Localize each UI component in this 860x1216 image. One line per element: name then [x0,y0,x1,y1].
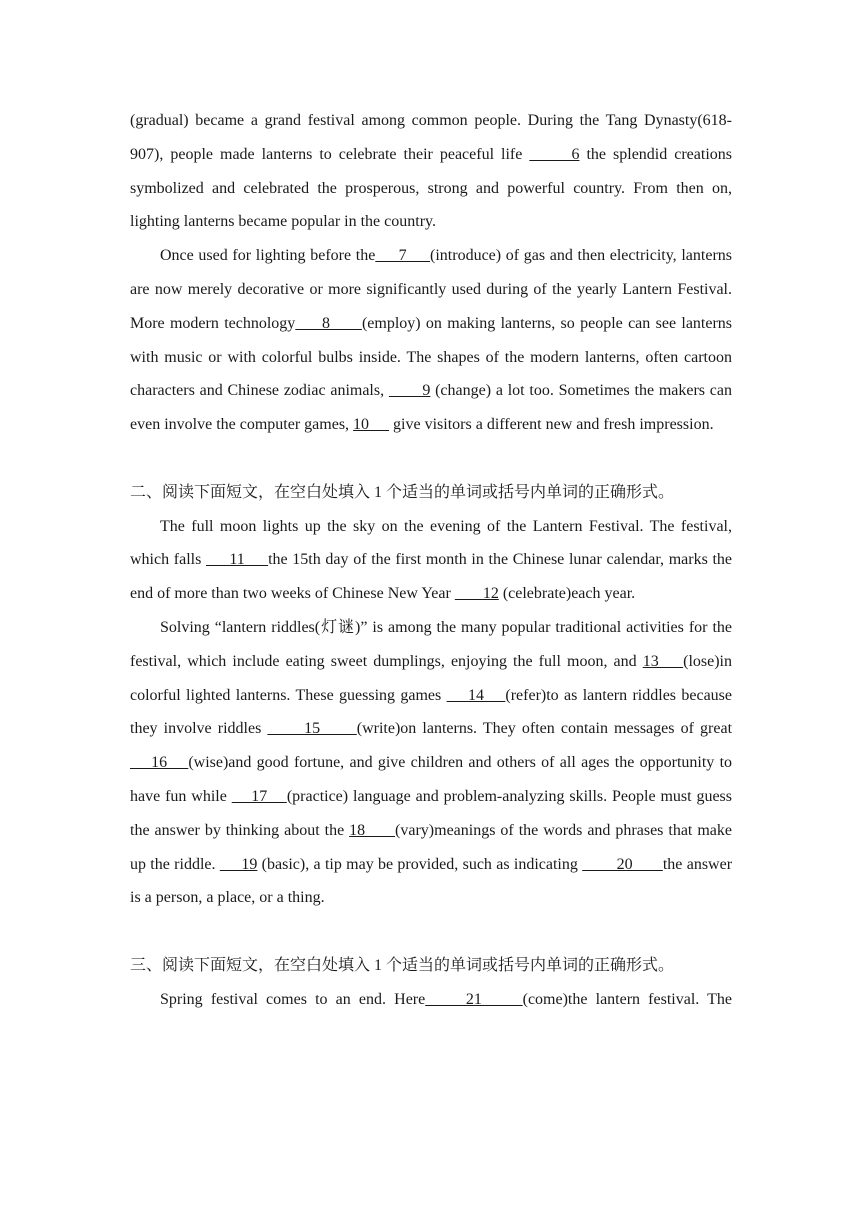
text-run: (celebrate)each year. [498,585,636,603]
answer-blank: 6 [529,145,580,163]
section2-paragraph-1 [130,510,732,611]
text-run: (gradual) became a grand festival among common people. During the Tang Dynasty(618-907), people made lanterns to celebrate their peaceful life [130,112,732,163]
answer-blank: 16 [130,754,189,772]
text-run: Once used for lighting before the [160,247,376,265]
answer-blank: 9 [388,382,431,400]
section2-heading: 二、阅读下面短文，在空白处填入 1 个适当的单词或括号内单词的正确形式。 [130,483,675,501]
section3-paragraph-1 [130,983,732,1017]
text-run: (come)the lantern festival. The [522,990,732,1008]
text-run: (write)on lanterns. They often contain messages of great [356,720,733,738]
answer-blank: 17 [231,787,287,805]
text-run: the 15th day of the first month in the Chinese lunar calendar, marks the end of more than two weeks of Chinese New Year [130,551,733,603]
answer-blank: 18 [349,821,396,839]
answer-blank: 7 [375,247,431,265]
text-run: (refer)to as lantern riddles because they involve riddles [130,686,732,738]
section3-heading: 三、阅读下面短文，在空白处填入 1 个适当的单词或括号内单词的正确形式。 [130,956,675,974]
text-run: (change) a lot too. Sometimes the makers can even involve the computer games, [130,382,733,434]
text-run: (practice) language and problem-analyzing skills. People must guess the answer by thinking about the [130,787,733,839]
text-run: (wise)and good fortune, and give children and others of all ages the opportunity to have fun while [130,754,733,805]
section2-paragraph-2 [130,611,732,915]
text-run: the splendid creations symbolized and celebrated the prosperous, strong and powerful country. From then on, lighting lanterns became popular in the country. [130,145,733,231]
text-run: (introduce) of gas and then electricity, lanterns are now merely decorative or more significantly used during of the yearly Lantern Festival. More modern technology [130,247,732,332]
text-run: (basic), a tip may be provided, such as indicating [257,855,583,873]
answer-blank: 12 [454,585,499,603]
text-run: (lose)in colorful lighted lanterns. These guessing games [130,652,732,704]
text-run: (vary)meanings of the words and phrases that make up the riddle. [130,821,732,873]
answer-blank: 11 [206,551,269,569]
answer-blank: 10 [353,416,390,434]
answer-blank: 13 [642,652,684,670]
answer-blank: 14 [446,686,506,704]
document-page [130,104,732,1017]
answer-blank: 15 [267,720,357,738]
text-run: The full moon lights up the sky on the evening of the Lantern Festival. The festival, which falls [130,517,732,569]
answer-blank: 21 [425,990,523,1008]
text-run: Solving “lantern riddles(灯谜)” is among the many popular traditional activities for the festival, which include eating sweet dumplings, enjoying the full moon, and [130,618,732,670]
passage1-paragraph-2 [130,239,732,442]
text-run: Spring festival comes to an end. Here [160,990,426,1008]
text-run: (employ) on making lanterns, so people can see lanterns with music or with colorful bulbs inside. The shapes of the modern lanterns, often cartoon characters and Chinese zodiac animals, [130,314,733,400]
answer-blank: 8 [295,314,362,332]
answer-blank: 20 [582,855,663,873]
passage1-paragraph-1 [130,104,732,239]
text-run: give visitors a different new and fresh impression. [389,416,714,434]
answer-blank: 19 [219,855,258,873]
text-run: the answer is a person, a place, or a thing. [130,855,733,907]
